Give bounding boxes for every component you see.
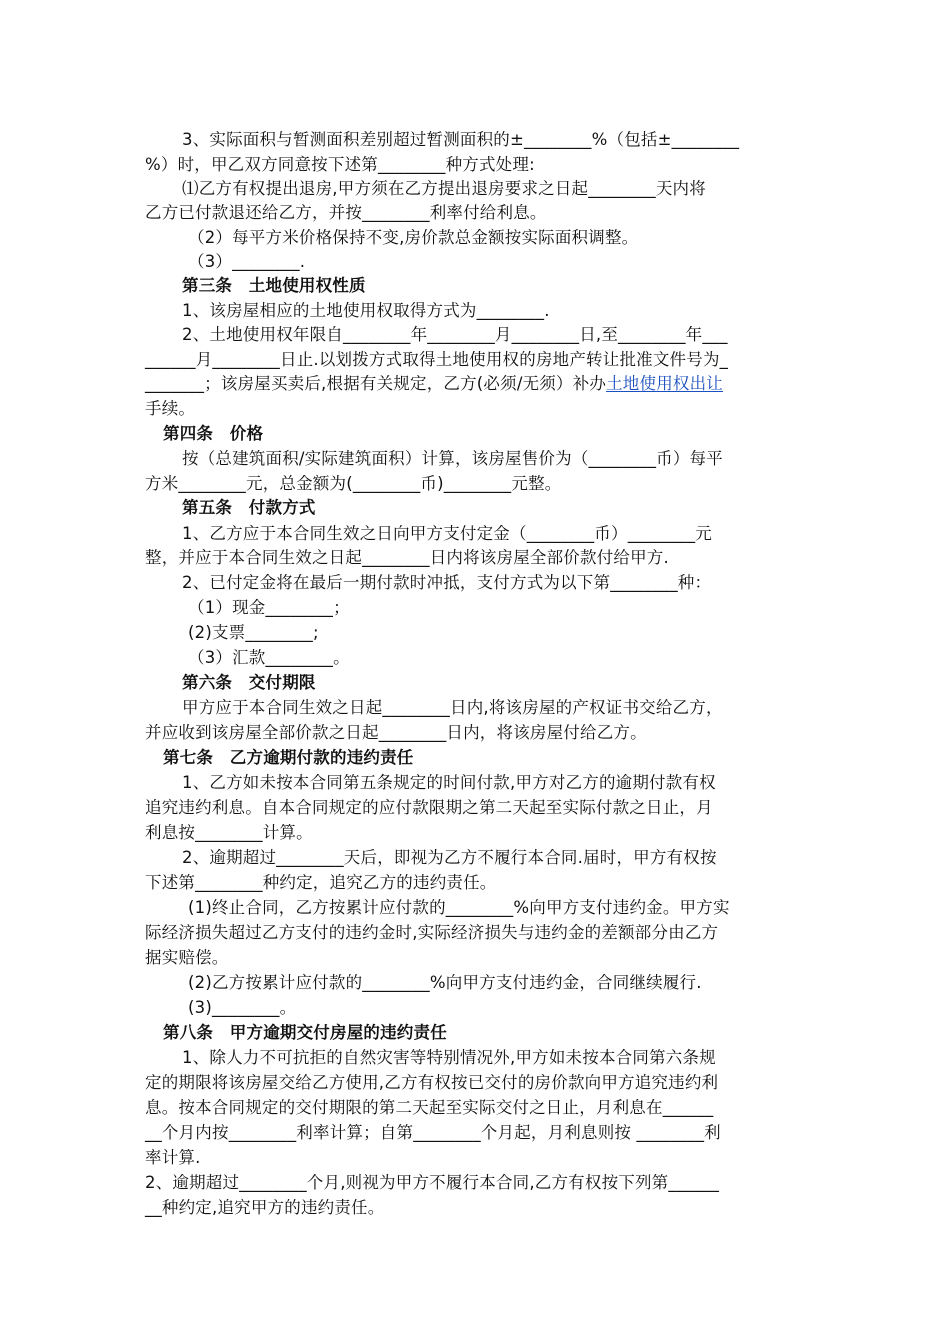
clause-2-3-line-2: %）时，甲乙双方同意按下述第________种方式处理: — [145, 155, 535, 174]
article-3-item-1: 1、该房屋相应的土地使用权取得方式为________. — [182, 301, 550, 320]
article-7-option-1-line-3: 据实赔偿。 — [145, 948, 229, 967]
land-use-transfer-link[interactable]: 土地使用权出让 — [606, 374, 723, 393]
article-7-option-1-line-1: (1)终止合同，乙方按累计应付款的________%向甲方支付违约金。甲方实 — [188, 898, 730, 917]
article-8-item-1-line-2: 定的期限将该房屋交给乙方使用,乙方有权按已交付的房价款向甲方追究违约利 — [145, 1073, 719, 1092]
article-7-item-2-line-1: 2、逾期超过________天后，即视为乙方不履行本合同.届时，甲方有权按 — [182, 848, 717, 867]
article-3-heading: 第三条 土地使用权性质 — [182, 276, 366, 295]
clause-2-3-line-1: 3、实际面积与暂测面积差别超过暂测面积的±________%（包括±________ — [182, 130, 740, 149]
article-6-line-2: 并应收到该房屋全部价款之日起________日内，将该房屋付给乙方。 — [145, 723, 647, 742]
article-3-item-2-line-3 — [145, 372, 815, 396]
article-5-item-2: 2、已付定金将在最后一期付款时冲抵，支付方式为以下第________种： — [182, 573, 712, 592]
article-8-item-1-line-4: __个月内按________利率计算；自第________个月起，月利息则按 ________利 — [145, 1123, 721, 1142]
option-1-line-2: 乙方已付款退还给乙方，并按________利率付给利息。 — [145, 203, 547, 222]
article-8-item-1-line-1: 1、除人力不可抗拒的自然灾害等特别情况外,甲方如未按本合同第六条规 — [182, 1048, 716, 1067]
article-8-item-2-line-2: __种约定,追究甲方的违约责任。 — [145, 1198, 385, 1217]
article-4-line-2: 方米________元，总金额为(________币)________元整。 — [145, 474, 562, 493]
article-8-heading: 第八条 甲方逾期交付房屋的违约责任 — [163, 1023, 447, 1042]
article-7-option-3: (3)________。 — [188, 998, 297, 1017]
article-7-item-2-line-2: 下述第________种约定，追究乙方的违约责任。 — [145, 873, 497, 892]
article-7-heading: 第七条 乙方逾期付款的违约责任 — [163, 748, 414, 767]
option-2: （2）每平方米价格保持不变,房价款总金额按实际面积调整。 — [188, 228, 639, 247]
article-8-item-2-line-1: 2、逾期超过________个月,则视为甲方不履行本合同,乙方有权按下列第______ — [145, 1173, 720, 1192]
article-7-item-1-line-1: 1、乙方如未按本合同第五条规定的时间付款,甲方对乙方的逾期付款有权 — [182, 773, 716, 792]
article-6-line-1: 甲方应于本合同生效之日起________日内,将该房屋的产权证书交给乙方， — [182, 698, 723, 717]
article-7-option-1-line-2: 际经济损失超过乙方支付的违约金时,实际经济损失与违约金的差额部分由乙方 — [145, 923, 719, 942]
payment-cheque: (2)支票________; — [188, 623, 319, 642]
option-1-line-1: ⑴乙方有权提出退房,甲方须在乙方提出退房要求之日起________天内将 — [182, 179, 706, 198]
payment-cash: （1）现金________； — [188, 598, 350, 617]
article-5-heading: 第五条 付款方式 — [182, 498, 316, 517]
article-3-item-2-line-4: 手续。 — [145, 399, 196, 418]
article-8-item-1-line-3: 息。按本合同规定的交付期限的第二天起至实际交付之日止，月利息在______ — [145, 1098, 714, 1117]
option-3: （3）________. — [188, 252, 306, 271]
article-3-item-2-line-1: 2、土地使用权年限自________年________月________日,至________年___ — [182, 325, 728, 344]
article-5-item-1-line-1: 1、乙方应于本合同生效之日向甲方支付定金（________币）________元 — [182, 524, 712, 543]
article-6-heading: 第六条 交付期限 — [182, 673, 316, 692]
article-8-item-1-line-5: 率计算. — [145, 1148, 201, 1167]
article-7-item-1-line-3: 利息按________计算。 — [145, 823, 313, 842]
article-4-heading: 第四条 价格 — [163, 424, 264, 443]
article-5-item-1-line-2: 整，并应于本合同生效之日起________日内将该房屋全部价款付给甲方. — [145, 548, 669, 567]
article-3-item-2-text: _______；该房屋买卖后,根据有关规定，乙方(必须/无须）补办 — [145, 374, 607, 393]
article-7-item-1-line-2: 追究违约利息。自本合同规定的应付款限期之第二天起至实际付款之日止，月 — [145, 798, 713, 817]
article-7-option-2: (2)乙方按累计应付款的________%向甲方支付违约金，合同继续履行. — [188, 973, 702, 992]
payment-remittance: （3）汇款________。 — [188, 648, 350, 667]
article-4-line-1: 按（总建筑面积/实际建筑面积）计算，该房屋售价为（________币）每平 — [182, 449, 723, 468]
article-3-item-2-line-2: ______月________日止.以划拨方式取得土地使用权的房地产转让批准文件号为_ — [145, 350, 729, 369]
